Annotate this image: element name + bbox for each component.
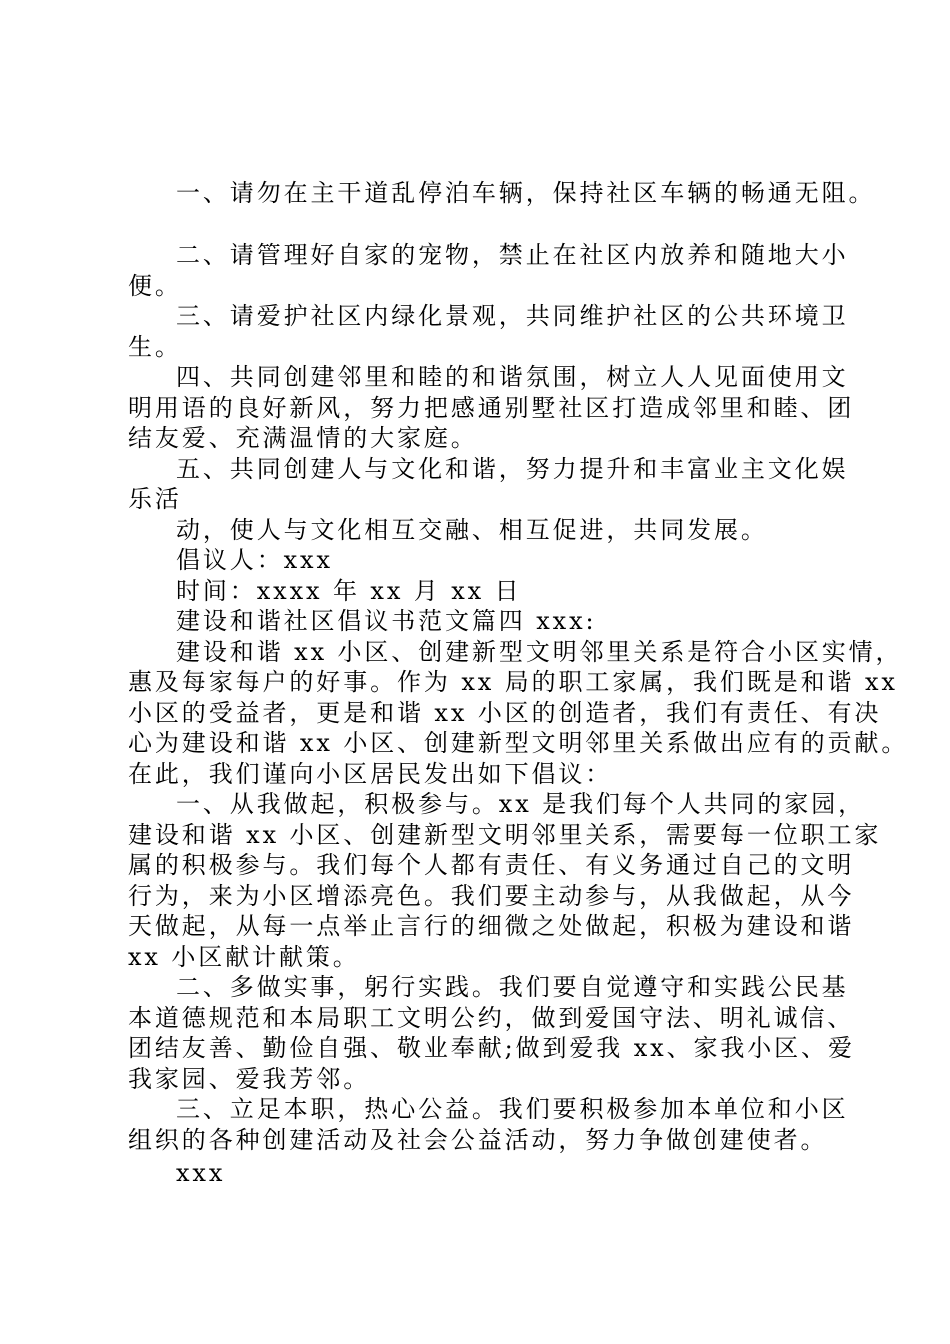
text-line: 二、请管理好自家的宠物，禁止在社区内放养和随地大小 [176, 241, 849, 269]
text-line: 生。 [128, 333, 182, 361]
text-line: 三、请爱护社区内绿化景观，共同维护社区的公共环境卫 [176, 302, 849, 330]
text-line: 时间：xxxx 年 xx 月 xx 日 [176, 577, 522, 605]
text-line: 行为，来为小区增添亮色。我们要主动参与，从我做起，从今 [128, 882, 855, 910]
text-line: 属的积极参与。我们每个人都有责任、有义务通过自己的文明 [128, 851, 855, 879]
text-line: 我家园、爱我芳邻。 [128, 1065, 371, 1093]
text-line: 惠及每家每户的好事。作为 xx 局的职工家属，我们既是和谐 xx [128, 668, 898, 696]
text-line: 三、立足本职，热心公益。我们要积极参加本单位和小区 [176, 1095, 849, 1123]
text-line: 建设和谐 xx 小区、创建新型文明邻里关系是符合小区实情， [176, 638, 903, 666]
text-line: xx 小区献计献策。 [128, 943, 360, 971]
text-line: 组织的各种创建活动及社会公益活动，努力争做创建使者。 [128, 1126, 828, 1154]
text-line: 天做起，从每一点举止言行的细微之处做起，积极为建设和谐 [128, 912, 855, 940]
text-line: 心为建设和谐 xx 小区、创建新型文明邻里关系做出应有的贡献。 [128, 729, 909, 757]
text-line: 倡议人：xxx [176, 546, 333, 574]
text-line: 本道德规范和本局职工文明公约，做到爱国守法、明礼诚信、 [128, 1004, 855, 1032]
text-line: 一、请勿在主干道乱停泊车辆，保持社区车辆的畅通无阻。 [176, 179, 876, 207]
text-line: 五、共同创建人与文化和谐，努力提升和丰富业主文化娱 [176, 455, 849, 483]
text-line: 建设和谐社区倡议书范文篇四 xxx: [176, 607, 597, 635]
text-line: 团结友善、勤俭自强、敬业奉献;做到爱我 xx、家我小区、爱 [128, 1034, 855, 1062]
text-line: 动，使人与文化相互交融、相互促进，共同发展。 [176, 516, 768, 544]
text-line: 一、从我做起，积极参与。xx 是我们每个人共同的家园， [176, 790, 865, 818]
text-line: 便。 [128, 272, 182, 300]
text-line: 小区的受益者，更是和谐 xx 小区的创造者，我们有责任、有决 [128, 699, 882, 727]
text-line: xxx [176, 1159, 226, 1187]
text-line: 在此，我们谨向小区居民发出如下倡议： [128, 760, 613, 788]
text-line: 二、多做实事，躬行实践。我们要自觉遵守和实践公民基 [176, 973, 849, 1001]
text-line: 四、共同创建邻里和睦的和谐氛围，树立人人见面使用文 [176, 363, 849, 391]
text-line: 明用语的良好新风，努力把感通别墅社区打造成邻里和睦、团 [128, 394, 855, 422]
text-line: 建设和谐 xx 小区、创建新型文明邻里关系，需要每一位职工家 [128, 821, 882, 849]
text-line: 乐活 [128, 485, 182, 513]
text-line: 结友爱、充满温情的大家庭。 [128, 424, 478, 452]
